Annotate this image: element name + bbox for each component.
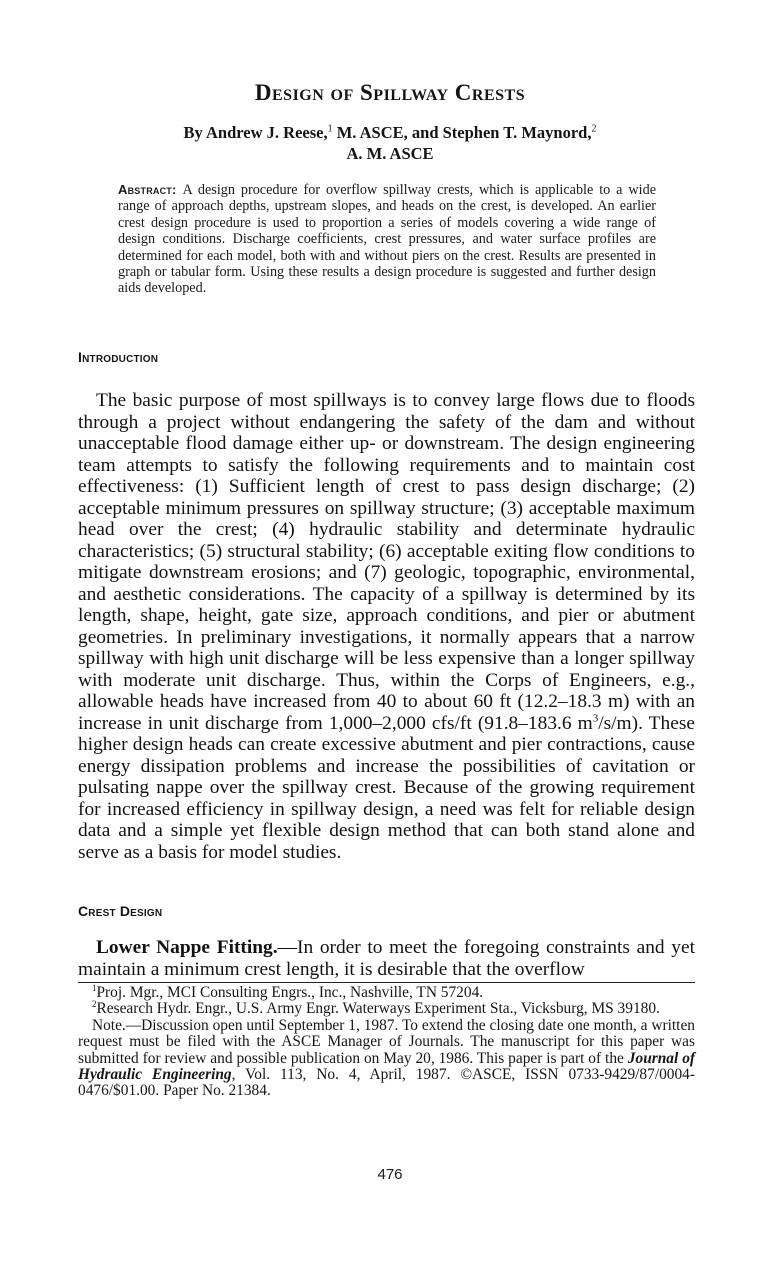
note-text-part-1: Note.—Discussion open until September 1, 1987. To extend the closing date one month, a written request must be filed with the ASCE Manager of Journals. The manuscript for this paper was submitted for review and possible publication on May 20, 1986. This paper is part of the [78,1016,695,1067]
author-1-name: By Andrew J. Reese, [183,123,328,142]
crest-design-paragraph [78,937,695,980]
journal-name: Journal of Hydraulic Engineering [78,1049,696,1084]
runin-heading-lower-nappe-fitting: Lower Nappe Fitting. [96,937,278,958]
footnote-ref-1: 1 [327,123,333,135]
author-2-name: M. ASCE, and Stephen T. Maynord, [332,123,592,142]
footnote-1 [78,982,695,1001]
abstract-text: A design procedure for overflow spillway crests, which is applicable to a wide range of approach depths, upstream slopes, and heads on the crest, is developed. An earlier crest design procedure is used to proportion a series of models covering a wide range of design conditions. Discharge coefficients, crest pressures, and water surface profiles are determined for each model, both with and without piers on the crest. Results are presented in graph or tabular form. Using these results a design procedure is suggested and further design aids developed. [118,182,656,297]
section-heading-crest-design: Crest Design [78,903,163,919]
note-text-part-2: , Vol. 113, No. 4, April, 1987. ©ASCE, ISSN 0733-9429/87/0004-0476/$01.00. Paper No. 21384. [78,1066,695,1100]
footnote-1-text: Proj. Mgr., MCI Consulting Engrs., Inc., Nashville, TN 57204. [96,984,484,1001]
footnote-1-marker: 1 [92,982,97,993]
footnote-ref-2: 2 [591,123,597,135]
footnote-2 [78,1001,695,1017]
crest-design-body [78,937,695,980]
cubed-superscript: 3 [592,712,599,725]
abstract [118,182,656,297]
introduction-text-part-1: The basic purpose of most spillways is to convey large flows due to floods through a project without endangering the safety of the dam and without unacceptable flood damage either up- or downstream. The design engineering team attempts to satisfy the following requirements and to maintain cost effectiveness: (1) Sufficient length of crest to pass design discharge; (2) acceptable minimum pressures on spillway structure; (3) acceptable maximum head over the crest; (4) hydraulic stability and determinate hydraulic characteristics; (5) structural stability; (6) acceptable exiting flow conditions to mitigate downstream erosions; and (7) geologic, topographic, environmental, and aesthetic considerations. The capacity of a spillway is determined by its length, shape, height, gate size, approach conditions, and pier or abutment geometries. In preliminary investigations, it normally appears that a narrow spillway with high unit discharge will be less expensive than a longer spillway with moderate unit discharge. Thus, within the Corps of Engineers, e.g., allowable heads have increased from 40 to about 60 ft (12.2–18.3 m) with an increase in unit discharge from 1,000–2,000 cfs/ft (91.8–183.6 m [78,390,695,734]
author-line-1 [0,122,780,143]
introduction-body [78,390,695,863]
introduction-paragraph [78,390,695,863]
footnote-2-marker: 2 [92,999,97,1010]
footnote-divider [78,982,695,983]
author-line-2: A. M. ASCE [346,144,434,163]
footnote-2-text: Research Hydr. Engr., U.S. Army Engr. Waterways Experiment Sta., Vicksburg, MS 39180. [96,1000,660,1018]
introduction-text-part-2: /s/m). These higher design heads can create excessive abutment and pier contractions, cause energy dissipation problems and increase the possibilities of cavitation or pulsating nappe over the spillway crest. Because of the growing requirement for increased efficiency in spillway design, a need was felt for reliable design data and a simple yet flexible design method that can both stand alone and serve as a basis for model studies. [78,712,695,863]
footnotes [78,982,696,1100]
abstract-label: Abstract: [118,182,177,197]
author-byline [0,122,780,164]
paper-title: Design of Spillway Crests [254,80,526,105]
crest-design-text: —In order to meet the foregoing constraints and yet maintain a minimum crest length, it is desirable that the overflow [78,937,695,980]
discussion-note [78,1018,695,1100]
page-number: 476 [377,1166,403,1183]
section-heading-introduction: Introduction [78,349,159,365]
